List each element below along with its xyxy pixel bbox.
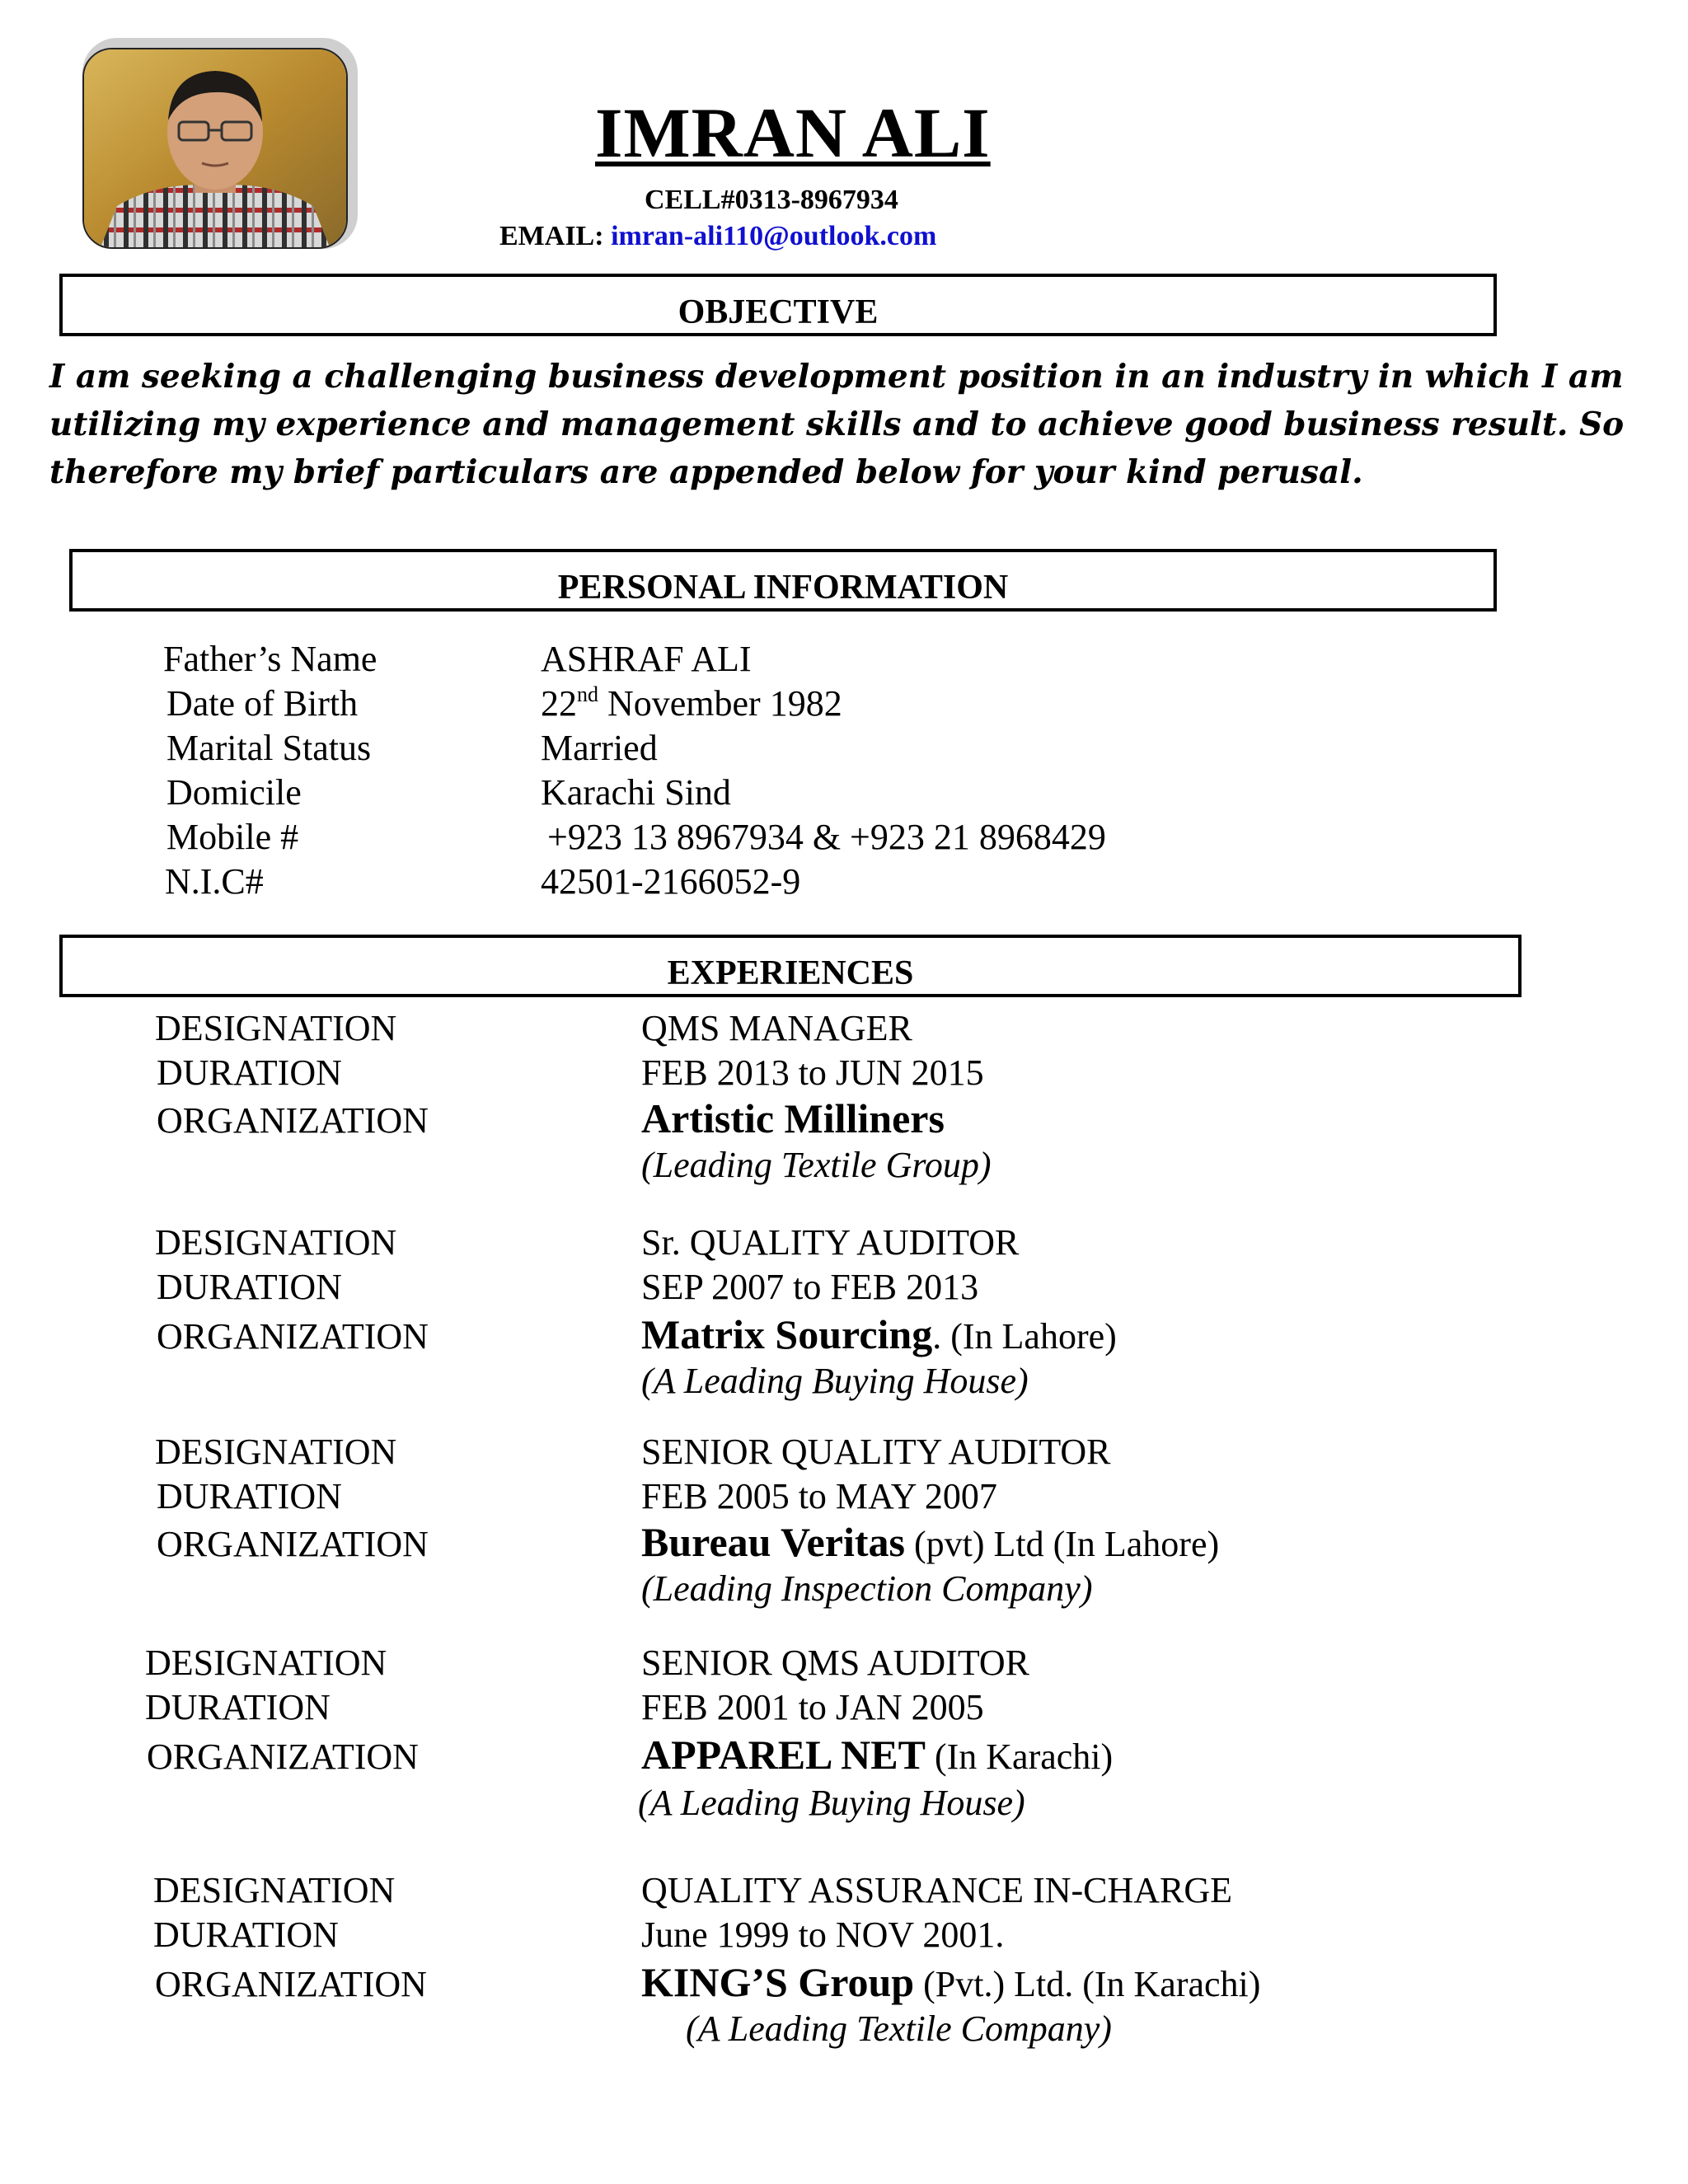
objective-heading-box	[59, 274, 1497, 336]
domicile-value: Karachi Sind	[541, 772, 731, 813]
organization-location: (pvt) Ltd (In Lahore)	[904, 1524, 1220, 1564]
dob-value	[541, 682, 842, 724]
email-link[interactable]: imran-ali110@outlook.com	[611, 221, 937, 251]
organization-value	[641, 1521, 1219, 1563]
duration-label: DURATION	[157, 1267, 342, 1307]
designation-label: DESIGNATION	[155, 1222, 397, 1263]
organization-name: Matrix Sourcing	[641, 1311, 933, 1357]
organization-value	[641, 1732, 1114, 1778]
designation-label: DESIGNATION	[153, 1870, 396, 1910]
organization-label: ORGANIZATION	[157, 1100, 429, 1141]
organization-name: APPAREL NET	[641, 1732, 926, 1778]
organization-value	[641, 1095, 945, 1141]
dob-suffix: nd	[577, 682, 598, 706]
duration-value: SEP 2007 to FEB 2013	[641, 1267, 979, 1307]
organization-value	[641, 1311, 1117, 1357]
duration-label: DURATION	[153, 1915, 339, 1955]
email-label: EMAIL:	[499, 221, 612, 251]
organization-label: ORGANIZATION	[155, 1964, 427, 2004]
duration-value: FEB 2005 to MAY 2007	[641, 1476, 997, 1516]
fathers-name-label: Father’s Name	[163, 639, 377, 679]
designation-value: QMS MANAGER	[641, 1008, 912, 1048]
duration-label: DURATION	[157, 1052, 342, 1093]
cell-number: CELL#0313-8967934	[645, 185, 898, 215]
mobile-label: Mobile #	[166, 817, 299, 857]
organization-location: (In Karachi)	[925, 1736, 1114, 1777]
organization-description: (A Leading Textile Company)	[686, 2008, 1112, 2049]
organization-description: (A Leading Buying House)	[638, 1783, 1025, 1823]
organization-label: ORGANIZATION	[147, 1736, 419, 1777]
duration-label: DURATION	[157, 1476, 342, 1516]
organization-name: KING’S Group	[641, 1959, 915, 2005]
designation-value: SENIOR QUALITY AUDITOR	[641, 1432, 1111, 1472]
experiences-heading-box	[59, 935, 1522, 997]
duration-value: June 1999 to NOV 2001.	[641, 1915, 1005, 1955]
email-line	[499, 221, 936, 252]
designation-value: SENIOR QMS AUDITOR	[641, 1643, 1030, 1683]
profile-photo	[82, 48, 348, 249]
objective-heading: OBJECTIVE	[678, 293, 879, 331]
designation-value: Sr. QUALITY AUDITOR	[641, 1222, 1020, 1263]
organization-value	[641, 1961, 1260, 2003]
organization-label: ORGANIZATION	[157, 1524, 429, 1564]
organization-label: ORGANIZATION	[157, 1316, 429, 1357]
organization-description: (Leading Textile Group)	[641, 1145, 992, 1185]
designation-label: DESIGNATION	[155, 1432, 397, 1472]
organization-location: . (In Lahore)	[932, 1316, 1117, 1357]
marital-status-value: Married	[541, 728, 658, 768]
organization-name: Bureau Veritas	[641, 1519, 905, 1565]
mobile-value: +923 13 8967934 & +923 21 8968429	[547, 817, 1106, 857]
candidate-name: IMRAN ALI	[595, 93, 991, 172]
marital-status-label: Marital Status	[166, 728, 372, 768]
experiences-heading: EXPERIENCES	[667, 954, 914, 992]
designation-value: QUALITY ASSURANCE IN-CHARGE	[641, 1870, 1233, 1910]
nic-value: 42501-2166052-9	[541, 861, 801, 902]
designation-label: DESIGNATION	[155, 1008, 397, 1048]
designation-label: DESIGNATION	[145, 1643, 387, 1683]
dob-rest: November 1982	[598, 683, 842, 724]
personal-info-heading: PERSONAL INFORMATION	[557, 569, 1009, 607]
organization-description: (A Leading Buying House)	[641, 1361, 1029, 1401]
objective-text: I am seeking a challenging business development position in an industry in which I am utilizing my experience and management skills and to achieve good business result. So therefore my brief particulars are appended below for your kind perusal.	[49, 358, 1625, 491]
dob-day: 22	[541, 683, 577, 724]
nic-label: N.I.C#	[165, 861, 264, 902]
profile-photo-image	[84, 49, 346, 247]
organization-location: (Pvt.) Ltd. (In Karachi)	[914, 1964, 1261, 2004]
personal-info-heading-box	[69, 549, 1497, 612]
dob-label: Date of Birth	[166, 683, 359, 724]
organization-description: (Leading Inspection Company)	[641, 1568, 1093, 1609]
fathers-name-value: ASHRAF ALI	[541, 639, 752, 679]
duration-value: FEB 2013 to JUN 2015	[641, 1052, 984, 1093]
domicile-label: Domicile	[166, 772, 302, 813]
duration-value: FEB 2001 to JAN 2005	[641, 1687, 984, 1727]
organization-name: Artistic Milliners	[641, 1095, 945, 1141]
duration-label: DURATION	[145, 1687, 331, 1727]
